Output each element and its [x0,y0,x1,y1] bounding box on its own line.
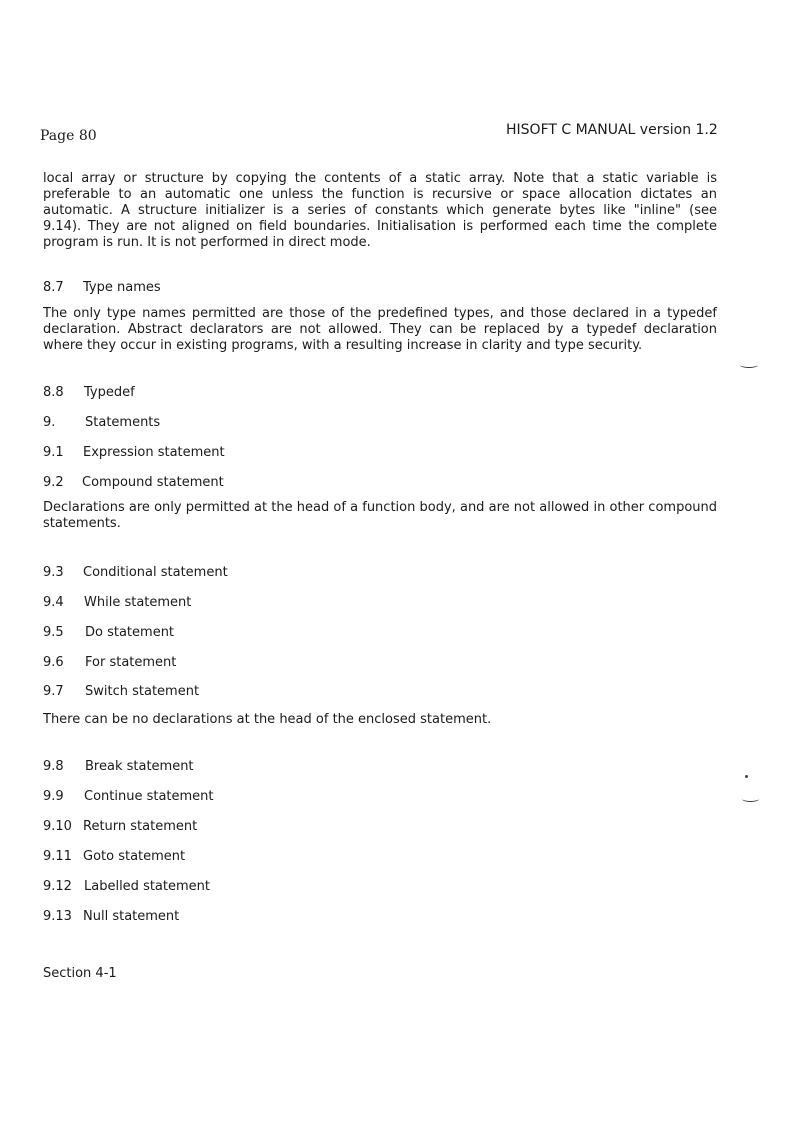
section-number-9-1: 9.1 [43,445,64,460]
section-number-9: 9. [43,415,56,430]
intro-paragraph-line: 9.14). They are not aligned on field boundaries. Initialisation is performed each time the complete [43,219,717,234]
switch-paragraph: There can be no declarations at the head of the enclosed statement. [43,712,492,727]
section-title-switch-statement: Switch statement [85,684,200,699]
section-number-9-2: 9.2 [43,475,64,490]
section-number-9-3: 9.3 [43,565,64,580]
type-names-paragraph-line: where they occur in existing programs, with a resulting increase in clarity and type security. [43,338,643,353]
compound-paragraph-line: statements. [43,516,121,531]
section-number-8-8: 8.8 [43,385,64,400]
section-title-conditional-statement: Conditional statement [83,565,228,580]
section-title-statements: Statements [85,415,161,430]
margin-dot [745,775,748,778]
page-number: Page 80 [40,128,97,144]
intro-paragraph-line: automatic. A structure initializer is a series of constants which generate bytes like "inline" (see [43,203,717,218]
section-number-9-8: 9.8 [43,759,64,774]
intro-paragraph-line: preferable to an automatic one unless the function is recursive or space allocation dictates an [43,187,717,202]
intro-paragraph-line: program is run. It is not performed in direct mode. [43,235,371,250]
section-title-type-names: Type names [83,280,161,295]
section-title-typedef: Typedef [84,385,135,400]
section-title-do-statement: Do statement [85,625,175,640]
section-title-while-statement: While statement [84,595,192,610]
section-number-9-5: 9.5 [43,625,64,640]
section-title-expression-statement: Expression statement [83,445,225,460]
margin-mark [740,362,758,368]
section-title-break-statement: Break statement [85,759,194,774]
section-number-9-4: 9.4 [43,595,64,610]
section-number-9-12: 9.12 [43,879,72,894]
compound-paragraph-line: Declarations are only permitted at the head of a function body, and are not allowed in other compound [43,500,717,515]
type-names-paragraph-line: The only type names permitted are those of the predefined types, and those declared in a typedef [43,306,717,321]
section-footer: Section 4-1 [43,966,117,981]
section-number-8-7: 8.7 [43,280,64,295]
section-number-9-10: 9.10 [43,819,72,834]
section-title-goto-statement: Goto statement [83,849,186,864]
section-title-continue-statement: Continue statement [84,789,214,804]
section-title-return-statement: Return statement [83,819,198,834]
section-number-9-6: 9.6 [43,655,64,670]
section-title-null-statement: Null statement [83,909,180,924]
section-number-9-9: 9.9 [43,789,64,804]
type-names-paragraph-line: declaration. Abstract declarators are not allowed. They can be replaced by a typedef declaration [43,322,717,337]
section-title-labelled-statement: Labelled statement [84,879,210,894]
section-number-9-11: 9.11 [43,849,72,864]
section-title-compound-statement: Compound statement [82,475,224,490]
margin-mark [742,796,759,802]
manual-title: HISOFT C MANUAL version 1.2 [506,122,718,138]
section-title-for-statement: For statement [85,655,177,670]
section-number-9-13: 9.13 [43,909,72,924]
intro-paragraph-line: local array or structure by copying the contents of a static array. Note that a static variable is [43,171,717,186]
section-number-9-7: 9.7 [43,684,64,699]
